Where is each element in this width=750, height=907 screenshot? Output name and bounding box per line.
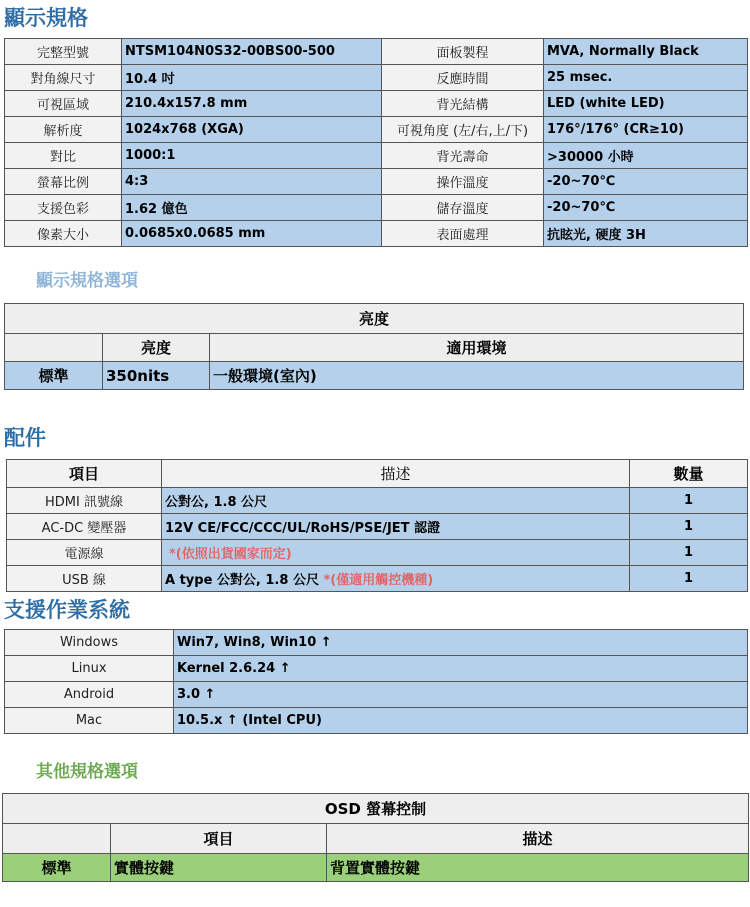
os-row: [5, 656, 748, 682]
spec-label: 背光壽命: [382, 143, 544, 169]
accessories-col-desc: 描述: [162, 460, 630, 488]
brightness-corner: [5, 334, 103, 362]
spec-label: 支援色彩: [5, 195, 122, 221]
spec-value: >30000 小時: [544, 143, 748, 169]
osd-title: OSD 螢幕控制: [3, 794, 749, 824]
os-name: Linux: [5, 656, 174, 682]
osd-col-desc: 描述: [327, 824, 749, 854]
accessory-qty: 1: [630, 566, 748, 592]
accessory-row: [7, 488, 748, 514]
spec-row: [5, 39, 748, 65]
os-version: 10.5.x ↑ (Intel CPU): [174, 708, 748, 734]
spec-value: 0.0685x0.0685 mm: [122, 221, 382, 247]
accessory-desc: [162, 566, 630, 592]
accessory-qty: 1: [630, 514, 748, 540]
accessory-desc-note: *(僅適用觸控機種): [323, 573, 434, 588]
accessory-desc: [162, 514, 630, 540]
spec-label: 表面處理: [382, 221, 544, 247]
display-options-heading: 顯示規格選項: [36, 271, 138, 291]
os-table-body: [5, 630, 748, 734]
accessories-table-body: [7, 488, 748, 592]
os-heading: 支援作業系統: [4, 598, 130, 622]
os-row: [5, 630, 748, 656]
spec-label: 背光結構: [382, 91, 544, 117]
spec-label: 可視區域: [5, 91, 122, 117]
accessory-row: [7, 566, 748, 592]
os-name: Mac: [5, 708, 174, 734]
accessory-item: AC-DC 變壓器: [7, 514, 162, 540]
spec-table-body: [5, 39, 748, 247]
brightness-table: [4, 303, 744, 390]
os-name: Windows: [5, 630, 174, 656]
accessory-row: [7, 540, 748, 566]
accessories-table: [6, 459, 748, 592]
spec-row: [5, 195, 748, 221]
os-table: [4, 629, 748, 734]
spec-row: [5, 221, 748, 247]
spec-heading: 顯示規格: [4, 6, 88, 30]
accessory-desc-text: 12V CE/FCC/CCC/UL/RoHS/PSE/JET 認證: [165, 521, 441, 536]
os-version: 3.0 ↑: [174, 682, 748, 708]
os-version: Win7, Win8, Win10 ↑: [174, 630, 748, 656]
spec-label: 面板製程: [382, 39, 544, 65]
spec-value: 1024x768 (XGA): [122, 117, 382, 143]
spec-value: LED (white LED): [544, 91, 748, 117]
accessory-row: [7, 514, 748, 540]
osd-row-item: 實體按鍵: [111, 854, 327, 882]
spec-row: [5, 143, 748, 169]
spec-row: [5, 117, 748, 143]
accessory-desc: [162, 540, 630, 566]
brightness-row-label: 標準: [5, 362, 103, 390]
spec-value: -20~70℃: [544, 169, 748, 195]
spec-label: 完整型號: [5, 39, 122, 65]
osd-col-item: 項目: [111, 824, 327, 854]
spec-value: 1.62 億色: [122, 195, 382, 221]
accessory-qty: 1: [630, 488, 748, 514]
spec-value: -20~70℃: [544, 195, 748, 221]
osd-corner: [3, 824, 111, 854]
accessory-desc-text: 公對公, 1.8 公尺: [165, 495, 268, 510]
accessories-col-qty: 數量: [630, 460, 748, 488]
other-options-heading: 其他規格選項: [36, 762, 138, 782]
env-value: 一般環境(室內): [210, 362, 744, 390]
accessory-item: 電源線: [7, 540, 162, 566]
spec-value: NTSM104N0S32-00BS00-500: [122, 39, 382, 65]
os-row: [5, 682, 748, 708]
spec-label: 對比: [5, 143, 122, 169]
spec-value: 10.4 吋: [122, 65, 382, 91]
spec-value: 176°/176° (CR≥10): [544, 117, 748, 143]
spec-label: 像素大小: [5, 221, 122, 247]
accessory-desc: [162, 488, 630, 514]
osd-row-label: 標準: [3, 854, 111, 882]
spec-label: 解析度: [5, 117, 122, 143]
os-version: Kernel 2.6.24 ↑: [174, 656, 748, 682]
spec-label: 對角線尺寸: [5, 65, 122, 91]
spec-value: 210.4x157.8 mm: [122, 91, 382, 117]
brightness-col-header: 亮度: [103, 334, 210, 362]
spec-label: 可視角度 (左/右,上/下): [382, 117, 544, 143]
spec-table: [4, 38, 748, 247]
accessories-col-item: 項目: [7, 460, 162, 488]
spec-label: 操作溫度: [382, 169, 544, 195]
accessory-qty: 1: [630, 540, 748, 566]
accessory-item: USB 線: [7, 566, 162, 592]
accessory-desc-text: A type 公對公, 1.8 公尺: [165, 573, 324, 588]
spec-row: [5, 91, 748, 117]
osd-row-desc: 背置實體按鍵: [327, 854, 749, 882]
spec-value: MVA, Normally Black: [544, 39, 748, 65]
spec-label: 反應時間: [382, 65, 544, 91]
brightness-title: 亮度: [5, 304, 744, 334]
spec-value: 4:3: [122, 169, 382, 195]
accessory-desc-note: *(依照出貨國家而定): [169, 547, 292, 562]
spec-value: 25 msec.: [544, 65, 748, 91]
os-row: [5, 708, 748, 734]
osd-table: [2, 793, 749, 882]
accessories-heading: 配件: [4, 426, 46, 450]
spec-label: 螢幕比例: [5, 169, 122, 195]
spec-value: 1000:1: [122, 143, 382, 169]
spec-label: 儲存溫度: [382, 195, 544, 221]
spec-row: [5, 169, 748, 195]
spec-value: 抗眩光, 硬度 3H: [544, 221, 748, 247]
brightness-value: 350nits: [103, 362, 210, 390]
os-name: Android: [5, 682, 174, 708]
accessory-item: HDMI 訊號線: [7, 488, 162, 514]
env-col-header: 適用環境: [210, 334, 744, 362]
spec-row: [5, 65, 748, 91]
